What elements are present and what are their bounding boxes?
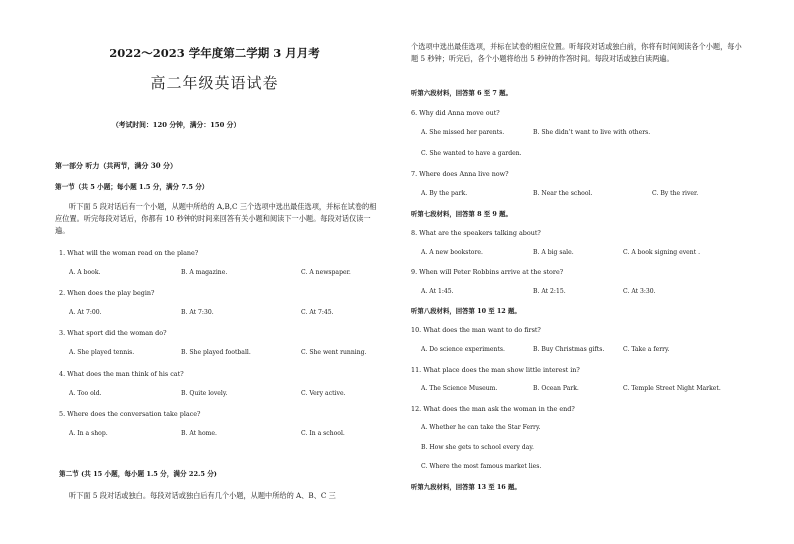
q3-option-b: B. She played football. <box>181 349 251 356</box>
section2-instructions: 听下面 5 段对话或独白。每段对话或独白后有几个小题，从题中所给的 A、B、C 三 <box>69 491 336 500</box>
q11-option-c: C. Temple Street Night Market. <box>623 385 721 392</box>
q12-option-a: A. Whether he can take the Star Ferry. <box>421 424 541 431</box>
q4-option-a: A. Too old. <box>69 390 102 397</box>
material-8-heading: 听第八段材料，回答第 10 至 12 题。 <box>411 307 521 315</box>
exam-title: 2022～2023 学年度第二学期 3 月月考 <box>109 46 320 60</box>
question-10: 10. What does the man want to do first? <box>411 326 541 334</box>
q1-option-c: C. A newspaper. <box>301 269 351 276</box>
q10-option-a: A. Do science experiments. <box>421 346 505 353</box>
q8-option-a: A. A new bookstore. <box>421 249 483 256</box>
q6-option-a: A. She missed her parents. <box>421 129 505 136</box>
q2-option-a: A. At 7:00. <box>69 309 102 316</box>
q3-option-c: C. She went running. <box>301 349 367 356</box>
q6-option-c: C. She wanted to have a garden. <box>421 150 522 157</box>
q7-option-b: B. Near the school. <box>533 190 593 197</box>
question-6: 6. Why did Anna move out? <box>411 109 500 117</box>
right-column <box>411 0 756 544</box>
exam-info: （考试时间：120 分钟，满分：150 分） <box>112 121 241 129</box>
question-11: 11. What place does the man show little interest in? <box>411 366 580 374</box>
q3-option-a: A. She played tennis. <box>69 349 135 356</box>
q8-option-c: C. A book signing event . <box>623 249 701 256</box>
q9-option-b: B. At 2:15. <box>533 288 566 295</box>
q8-option-b: B. A big sale. <box>533 249 574 256</box>
q12-option-c: C. Where the most famous market lies. <box>421 463 542 470</box>
q9-option-a: A. At 1:45. <box>421 288 454 295</box>
question-9: 9. When will Peter Robbins arrive at the store? <box>411 268 564 276</box>
question-8: 8. What are the speakers talking about? <box>411 229 541 237</box>
q2-option-c: C. At 7:45. <box>301 309 334 316</box>
question-5: 5. Where does the conversation take place? <box>59 410 201 418</box>
question-12: 12. What does the man ask the woman in the end? <box>411 405 575 413</box>
question-2: 2. When does the play begin? <box>59 289 155 297</box>
section1-heading: 第一节（共 5 小题；每小题 1.5 分，满分 7.5 分） <box>55 183 209 191</box>
q10-option-c: C. Take a ferry. <box>623 346 670 353</box>
q12-option-b: B. How she gets to school every day. <box>421 444 534 451</box>
q4-option-b: B. Quite lovely. <box>181 390 228 397</box>
section2-heading: 第二节 (共 15 小题，每小题 1.5 分，满分 22.5 分) <box>59 470 217 478</box>
q10-option-b: B. Buy Christmas gifts. <box>533 346 605 353</box>
q9-option-c: C. At 3:30. <box>623 288 656 295</box>
question-4: 4. What does the man think of his cat? <box>59 370 184 378</box>
q5-option-c: C. In a school. <box>301 430 345 437</box>
q1-option-a: A. A book. <box>69 269 101 276</box>
question-7: 7. Where does Anna live now? <box>411 170 509 178</box>
q1-option-b: B. A magazine. <box>181 269 228 276</box>
q6-option-b: B. She didn’t want to live with others. <box>533 129 651 136</box>
material-9-heading: 听第九段材料，回答第 13 至 16 题。 <box>411 483 521 491</box>
q11-option-a: A. The Science Museum. <box>421 385 498 392</box>
q2-option-b: B. At 7:30. <box>181 309 214 316</box>
q7-option-c: C. By the river. <box>652 190 699 197</box>
question-1: 1. What will the woman read on the plane? <box>59 249 199 257</box>
q4-option-c: C. Very active. <box>301 390 346 397</box>
q11-option-b: B. Ocean Park. <box>533 385 579 392</box>
left-column <box>47 0 392 544</box>
q7-option-a: A. By the park. <box>421 190 468 197</box>
material-6-heading: 听第六段材料，回答第 6 至 7 题。 <box>411 89 512 97</box>
question-3: 3. What sport did the woman do? <box>59 329 167 337</box>
q5-option-a: A. In a shop. <box>69 430 108 437</box>
section2-instructions-cont: 个选项中选出最佳选项，并标在试卷的相应位置。听每段对话或独白前，你将有时间阅读各个小题，每小题 5 秒钟；听完后，各个小题将给出 5 秒钟的作答时间。每段对话或独白读两遍。 <box>411 42 742 63</box>
exam-subtitle: 高二年级英语试卷 <box>150 74 279 92</box>
q5-option-b: B. At home. <box>181 430 217 437</box>
material-7-heading: 听第七段材料，回答第 8 至 9 题。 <box>411 210 512 218</box>
part1-heading: 第一部分 听力（共两节，满分 30 分） <box>55 161 178 170</box>
section1-instructions: 听下面 5 段对话后有一个小题，从题中所给的 A,B,C 三个选项中选出最佳选项，并标在试卷的相应位置。听完每段对话后，你都有 10 秒钟的时间来回答有关小题和阅读下一小题。每段对话仅读一遍。 <box>55 202 377 235</box>
